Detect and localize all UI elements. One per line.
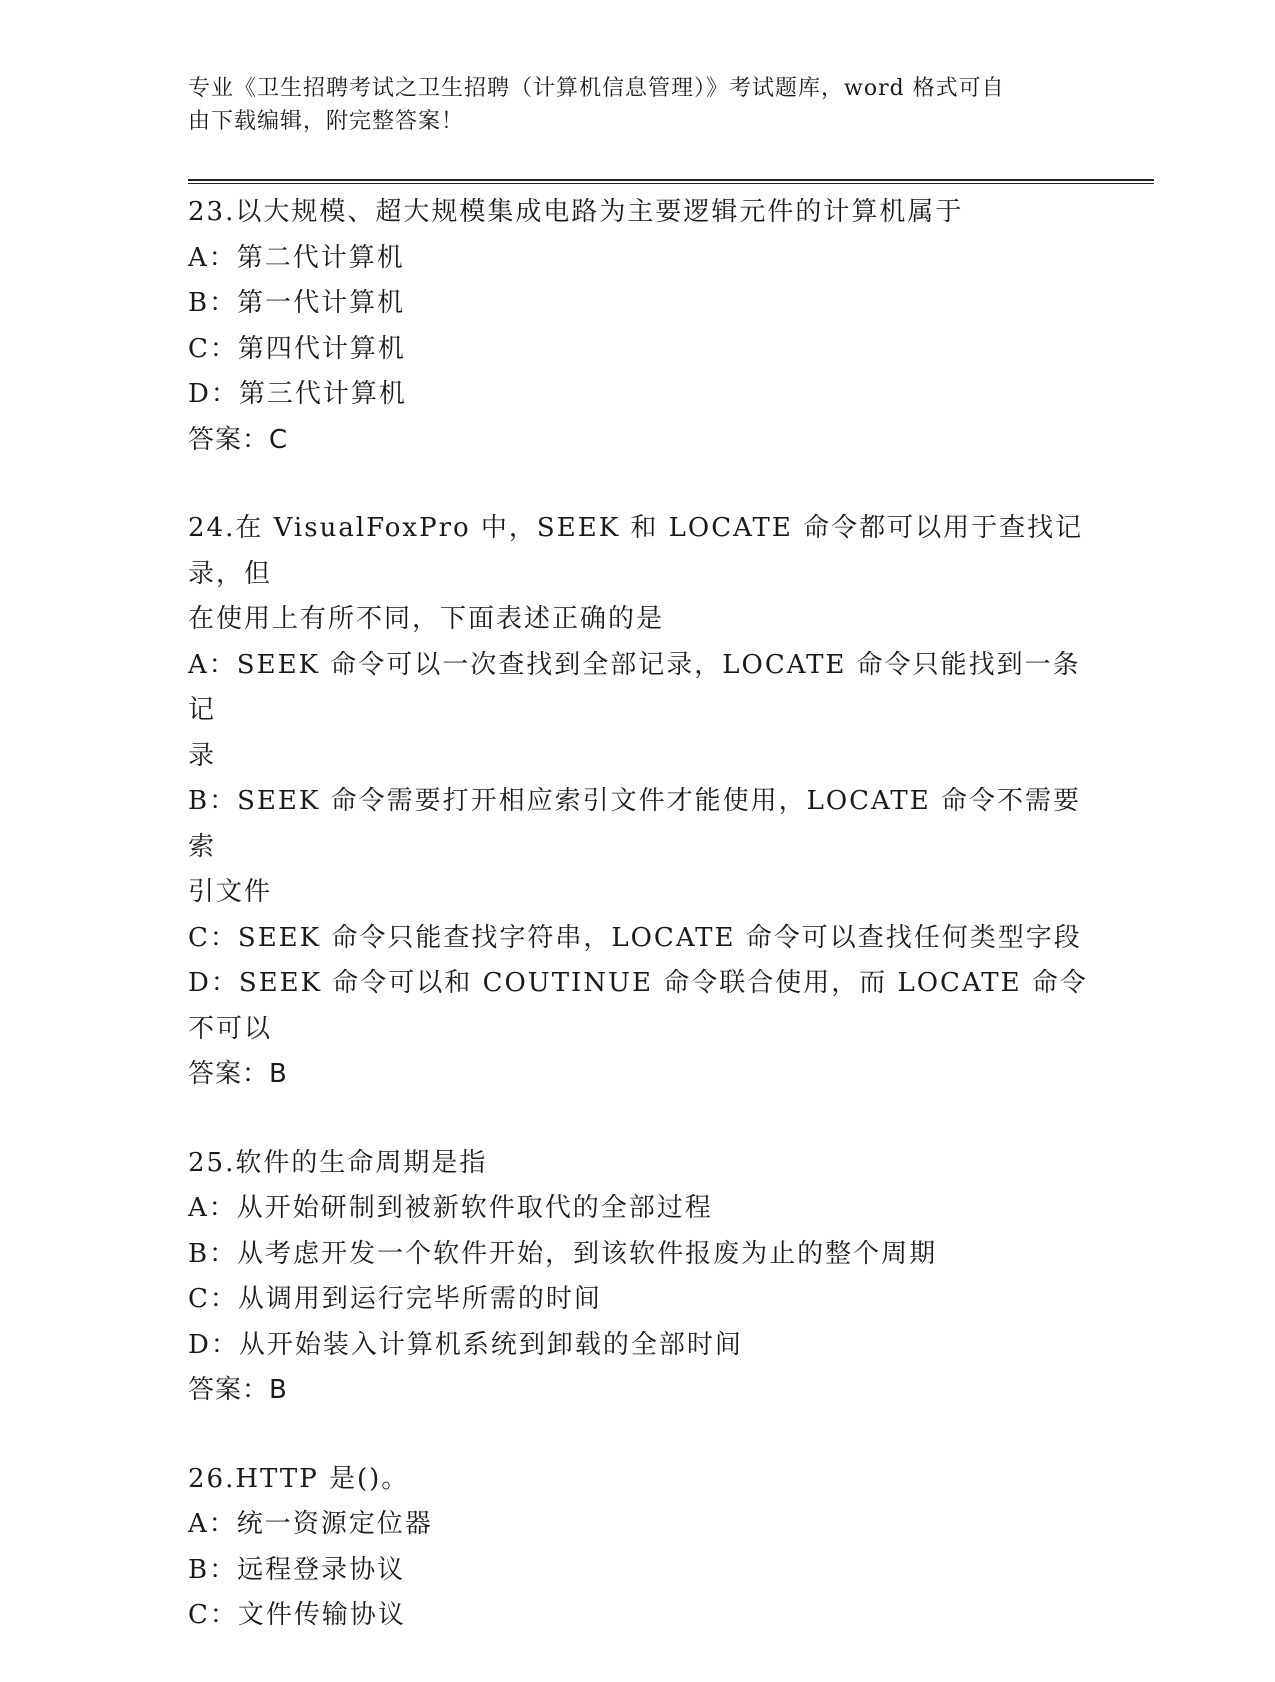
question-stem-line-1: 24.在 VisualFoxPro 中，SEEK 和 LOCATE 命令都可以用于查找记录，但: [188, 513, 1084, 589]
option-b-line-2: 引文件: [188, 877, 273, 907]
option-d: D：从开始装入计算机系统到卸载的全部时间: [188, 1329, 743, 1360]
header-line-1: 专业《卫生招聘考试之卫生招聘（计算机信息管理）》考试题库，word 格式可自: [188, 76, 1005, 101]
question-25: [188, 1141, 1088, 1414]
document-header: [188, 72, 1088, 138]
option-b: B：从考虑开发一个软件开始，到该软件报废为止的整个周期: [188, 1238, 938, 1269]
question-stem: 25.软件的生命周期是指: [188, 1147, 488, 1178]
question-24: [188, 506, 1088, 1098]
option-a-line-2: 录: [188, 740, 217, 771]
header-divider-thin: [188, 183, 1154, 184]
question-26: [188, 1457, 1088, 1639]
option-a: A：第二代计算机: [188, 242, 405, 273]
question-stem: 23.以大规模、超大规模集成电路为主要逻辑元件的计算机属于: [188, 197, 964, 227]
question-stem: 26.HTTP 是()。: [188, 1463, 410, 1494]
option-a: A：从开始研制到被新软件取代的全部过程: [188, 1193, 713, 1223]
header-line-2: 由下载编辑，附完整答案！: [188, 109, 465, 134]
question-list: [188, 190, 1088, 1682]
option-c: C：从调用到运行完毕所需的时间: [188, 1284, 602, 1314]
answer-label: 答案：C: [188, 424, 289, 455]
option-b-line-1: B：SEEK 命令需要打开相应索引文件才能使用，LOCATE 命令不需要索: [188, 786, 1081, 862]
option-b: B：远程登录协议: [188, 1554, 406, 1585]
option-c: C：第四代计算机: [188, 333, 406, 364]
option-b: B：第一代计算机: [188, 288, 406, 318]
option-a-line-1: A：SEEK 命令可以一次查找到全部记录，LOCATE 命令只能找到一条记: [188, 649, 1081, 725]
answer-label: 答案：B: [188, 1059, 288, 1089]
option-d: D：第三代计算机: [188, 379, 407, 409]
header-divider-thick: [188, 179, 1154, 181]
option-c: C：SEEK 命令只能查找字符串，LOCATE 命令可以查找任何类型字段: [188, 922, 1082, 953]
option-c: C：文件传输协议: [188, 1600, 406, 1630]
option-a: A：统一资源定位器: [188, 1509, 433, 1539]
question-23: [188, 190, 1088, 463]
option-d: D：SEEK 命令可以和 COUTINUE 命令联合使用，而 LOCATE 命令不可以: [188, 968, 1088, 1044]
question-stem-line-2: 在使用上有所不同，下面表述正确的是: [188, 604, 665, 634]
answer-label: 答案：B: [188, 1375, 288, 1405]
